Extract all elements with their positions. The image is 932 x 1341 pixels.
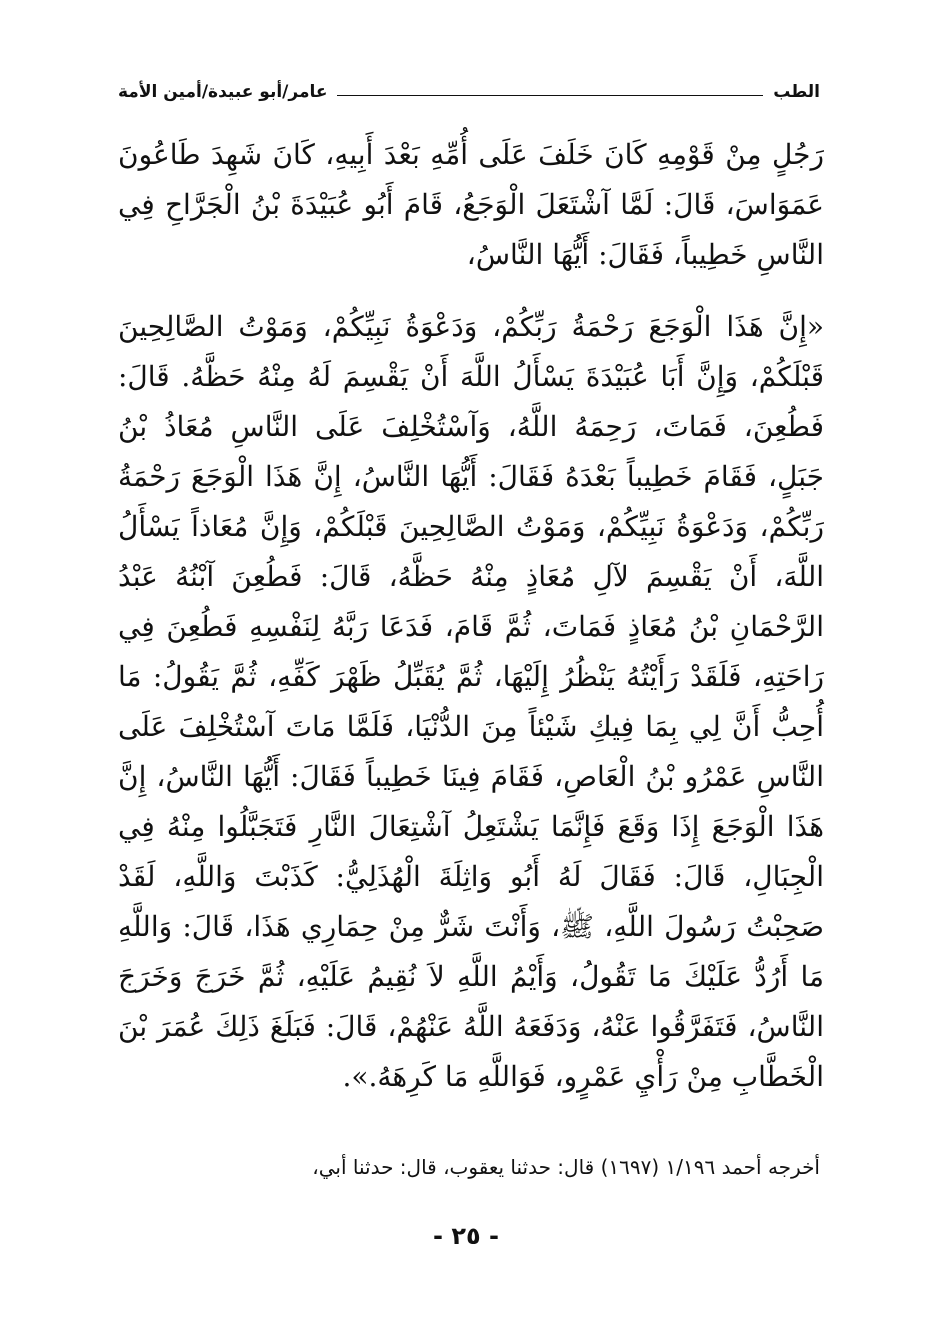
main-text xyxy=(118,130,824,1102)
hadith-quote-paragraph: «إِنَّ هَذَا الْوَجَعَ رَحْمَةُ رَبِّكُمْ، وَدَعْوَةُ نَبِيِّكُمْ، وَمَوْتُ الصَّالِحِينَ قَبْلَكُمْ، وَإِنَّ أَبَا عُبَيْدَةَ يَسْأَلُ اللَّهَ أَنْ يَقْسِمَ لَهُ مِنْهُ حَظَّهُ. قَالَ: فَطُعِنَ، فَمَاتَ، رَحِمَهُ اللَّهُ، وَآسْتُخْلِفَ عَلَى النَّاسِ مُعَاذُ بْنُ جَبَلٍ، فَقَامَ خَطِيباً بَعْدَهُ فَقَالَ: أَيُّهَا النَّاسُ، إِنَّ هَذَا الْوَجَعَ رَحْمَةُ رَبِّكُمْ، وَدَعْوَةُ نَبِيِّكُمْ، وَمَوْتُ الصَّالِحِينَ قَبْلَكُمْ، وَإِنَّ مُعَاذاً يَسْأَلُ اللَّهَ، أَنْ يَقْسِمَ لآلِ مُعَاذٍ مِنْهُ حَظَّهُ، قَالَ: فَطُعِنَ آبْنُهُ عَبْدُ الرَّحْمَانِ بْنُ مُعَاذٍ فَمَاتَ، ثُمَّ قَامَ، فَدَعَا رَبَّهُ لِنَفْسِهِ فَطُعِنَ فِي رَاحَتِهِ، فَلَقَدْ رَأَيْتُهُ يَنْظُرُ إِلَيْهَا، ثُمَّ يُقَبِّلُ ظَهْرَ كَفِّهِ، ثُمَّ يَقُولُ: مَا أُحِبُّ أَنَّ لِي بِمَا فِيكِ شَيْئاً مِنَ الدُّنْيَا، فَلَمَّا مَاتَ آسْتُخْلِفَ عَلَى النَّاسِ عَمْرُو بْنُ الْعَاصِ، فَقَامَ فِينَا خَطِيباً فَقَالَ: أَيُّهَا النَّاسُ، إِنَّ هَذَا الْوَجَعَ إِذَا وَقَعَ فَإِنَّمَا يَشْتَعِلُ آشْتِعَالَ النَّارِ فَتَجَبَّلُوا مِنْهُ فِي الْجِبَالِ، قَالَ: فَقَالَ لَهُ أَبُو وَاثِلَةَ الْهُذَلِيُّ: كَذَبْتَ وَاللَّهِ، لَقَدْ صَحِبْتُ رَسُولَ اللَّهِ، ﷺ، وَأَنْتَ شَرٌّ مِنْ حِمَارِي هَذَا، قَالَ: وَاللَّهِ مَا أَرُدُّ عَلَيْكَ مَا تَقُولُ، وَأَيْمُ اللَّهِ لاَ نُقِيمُ عَلَيْهِ، ثُمَّ خَرَجَ وَخَرَجَ النَّاسُ، فَتَفَرَّقُوا عَنْهُ، وَدَفَعَهُ اللَّهُ عَنْهُمْ، قَالَ: فَبَلَغَ ذَلِكَ عُمَرَ بْنَ الْخَطَّابِ مِنْ رَأْيِ عَمْرٍو، فَوَاللَّهِ مَا كَرِهَهُ.». xyxy=(118,310,824,1093)
header-section-title: الطب xyxy=(773,82,820,102)
page-number: - ٢٥ - xyxy=(433,1222,499,1250)
header-rule xyxy=(337,95,763,96)
footnote-source: أخرجه أحمد ١/١٩٦ (١٦٩٧) قال: حدثنا يعقوب، قال: حدثنا أبي، xyxy=(312,1155,820,1179)
header-chapter-title: عامر/أبو عبيدة/أمين الأمة xyxy=(118,82,328,102)
running-header xyxy=(118,78,820,106)
intro-paragraph: رَجُلٍ مِنْ قَوْمِهِ كَانَ خَلَفَ عَلَى أُمِّهِ بَعْدَ أَبِيهِ، كَانَ شَهِدَ طَاعُونَ عَمَوَاسَ، قَالَ: لَمَّا آشْتَعَلَ الْوَجَعُ، قَامَ أَبُو عُبَيْدَةَ بْنُ الْجَرَّاحِ فِي النَّاسِ خَطِيباً، فَقَالَ: أَيُّهَا النَّاسُ، xyxy=(118,138,824,271)
